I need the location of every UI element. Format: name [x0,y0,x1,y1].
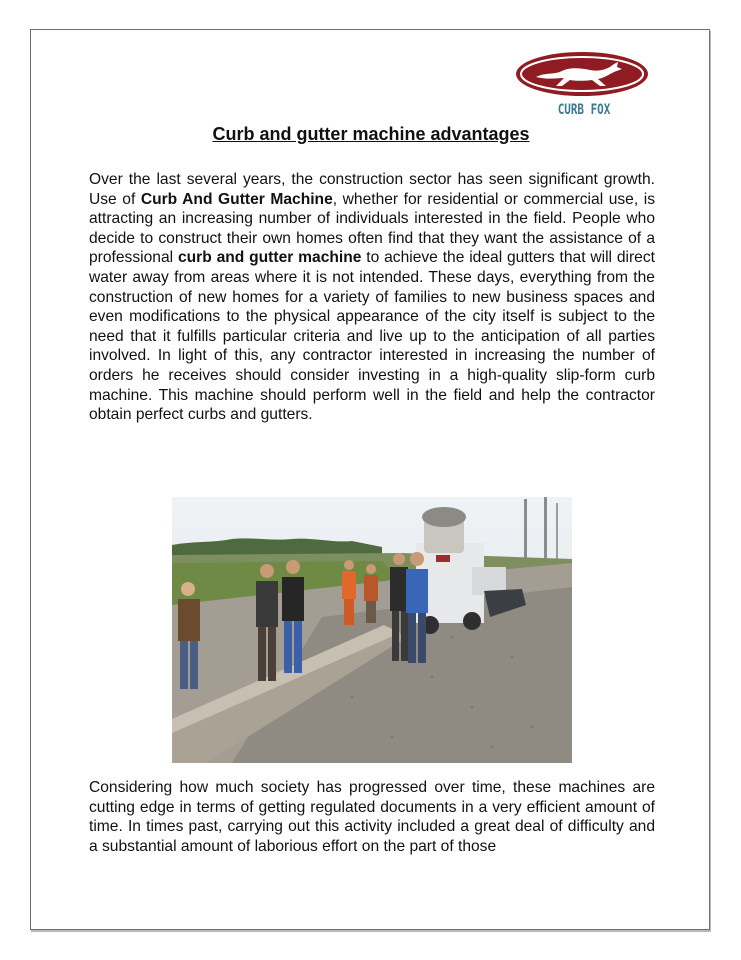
curb-fox-logo [514,50,654,122]
text-segment: Over the last several years, the construction sector has seen significant growth. Use of [89,171,655,208]
photo-illustration [172,497,572,763]
bold-keyword: Curb And Gutter Machine [140,190,333,208]
text-segment: , whether for residential or commercial use, is attracting an increasing number of individuals interested in the field. People who decide to construct their own homes often find that they want the assistance of a professional [89,190,655,267]
page-title: Curb and gutter machine advantages [212,124,530,144]
text-segment: to achieve the ideal gutters that will direct water away from areas where it is not intended. These days, everything from the construction of new homes for a variety of families to new business spaces and even modifications to the physical appearance of the city itself is subject to the need that it fulfills particular criteria and live up to the anticipation of all parties involved. In light of this, any contractor interested in increasing the number of orders he receives should consider investing in a high-quality slip-form curb machine. This machine should perform well in the field and help the contractor obtain perfect curbs and gutters. [89,249,655,424]
document-page [30,29,710,930]
logo-wordmark: CURB FOX [557,102,611,118]
intro-paragraph [89,170,655,425]
bold-keyword: curb and gutter machine [177,249,362,267]
curb-machine-photo [172,497,572,763]
fox-emblem-icon [514,50,654,102]
followup-paragraph: Considering how much society has progressed over time, these machines are cutting edge in terms of getting regulated documents in a very efficient amount of time. In times past, carrying out this activity included a great deal of difficulty and a substantial amount of laborious effort on the part of those [89,779,655,855]
worker-man-3 [390,553,408,661]
